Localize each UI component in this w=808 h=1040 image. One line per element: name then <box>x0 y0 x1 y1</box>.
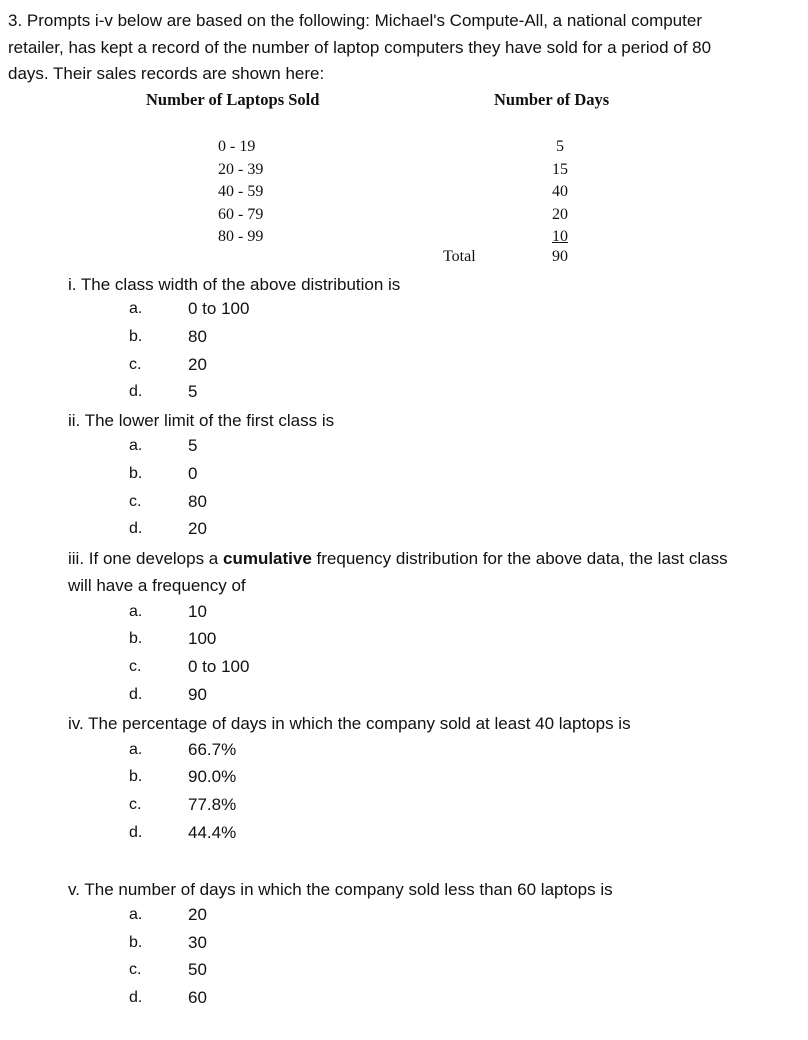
option-letter: c. <box>129 493 142 510</box>
option-letter: c. <box>129 796 142 813</box>
option-letter: a. <box>129 300 143 317</box>
table-days-column <box>530 136 590 249</box>
question-iii-prompt <box>68 545 788 599</box>
option-text: 20 <box>188 355 207 374</box>
option-letter: c. <box>129 356 142 373</box>
option-text: 10 <box>188 602 207 621</box>
option-text: 80 <box>188 327 207 346</box>
option-text: 100 <box>188 629 217 648</box>
table-total-label: Total <box>443 248 476 265</box>
option-letter: b. <box>129 630 143 647</box>
table-days-cell <box>530 226 590 249</box>
question-i-prompt: i. The class width of the above distribution is <box>68 275 401 294</box>
intro-line-1: 3. Prompts i-v below are based on the following: Michael's Compute-All, a national computer <box>8 11 702 30</box>
option-letter: a. <box>129 603 143 620</box>
option-text: 66.7% <box>188 740 237 759</box>
question-iv-prompt: iv. The percentage of days in which the company sold at least 40 laptops is <box>68 714 631 733</box>
option-text: 5 <box>188 382 198 401</box>
table-class-cell: 0 - 19 <box>218 138 256 155</box>
option-text: 77.8% <box>188 795 237 814</box>
table-days-cell: 40 <box>552 183 568 200</box>
option-letter: a. <box>129 741 143 758</box>
option-letter: c. <box>129 658 142 675</box>
option-letter: b. <box>129 768 143 785</box>
table-days-cell-underlined: 10 <box>552 228 568 245</box>
option-text: 50 <box>188 960 207 979</box>
option-letter: d. <box>129 686 143 703</box>
question-iii-text-pre: iii. If one develops a <box>68 549 223 568</box>
table-class-cell: 20 - 39 <box>218 160 264 178</box>
table-total-value: 90 <box>552 248 568 265</box>
option-letter: b. <box>129 465 143 482</box>
option-letter: d. <box>129 520 143 537</box>
option-text: 0 to 100 <box>188 299 250 318</box>
option-text: 20 <box>188 519 207 538</box>
option-text: 0 <box>188 464 198 483</box>
option-text: 20 <box>188 905 207 924</box>
table-class-cell: 40 - 59 <box>218 183 264 200</box>
option-letter: d. <box>129 989 143 1006</box>
question-iii-line-2: will have a frequency of <box>68 576 246 595</box>
option-letter: a. <box>129 437 143 454</box>
option-letter: c. <box>129 961 142 978</box>
option-text: 30 <box>188 933 207 952</box>
question-v-prompt: v. The number of days in which the company sold less than 60 laptops is <box>68 880 613 899</box>
table-header-number-of-days: Number of Days <box>494 90 610 109</box>
table-days-cell: 15 <box>552 160 568 178</box>
option-letter: b. <box>129 328 143 345</box>
table-days-cell: 5 <box>556 138 564 155</box>
question-iii-text-bold: cumulative <box>222 549 312 568</box>
table-header-laptops-sold: Number of Laptops Sold <box>146 90 320 109</box>
intro-line-3: days. Their sales records are shown here: <box>8 64 325 83</box>
table-days-cell: 20 <box>552 205 568 223</box>
table-class-column <box>218 136 263 249</box>
option-letter: d. <box>129 383 143 400</box>
intro-paragraph <box>8 8 798 88</box>
intro-line-2: retailer, has kept a record of the number of laptop computers they have sold for a period of 80 <box>8 37 712 57</box>
option-text: 80 <box>188 492 207 511</box>
question-iii-text-post: frequency distribution for the above data, the last class <box>311 549 728 568</box>
option-text: 90 <box>188 685 207 704</box>
table-class-cell: 80 - 99 <box>218 228 264 245</box>
question-iii-line-1 <box>68 545 788 572</box>
option-letter: a. <box>129 906 143 923</box>
option-text: 0 to 100 <box>188 657 250 676</box>
option-text: 5 <box>188 436 198 455</box>
option-letter: b. <box>129 934 143 951</box>
option-text: 60 <box>188 988 207 1007</box>
table-class-cell: 60 - 79 <box>218 205 264 223</box>
option-text: 44.4% <box>188 823 237 842</box>
question-ii-prompt: ii. The lower limit of the first class is <box>68 411 335 430</box>
option-text: 90.0% <box>188 767 237 786</box>
option-letter: d. <box>129 824 143 841</box>
